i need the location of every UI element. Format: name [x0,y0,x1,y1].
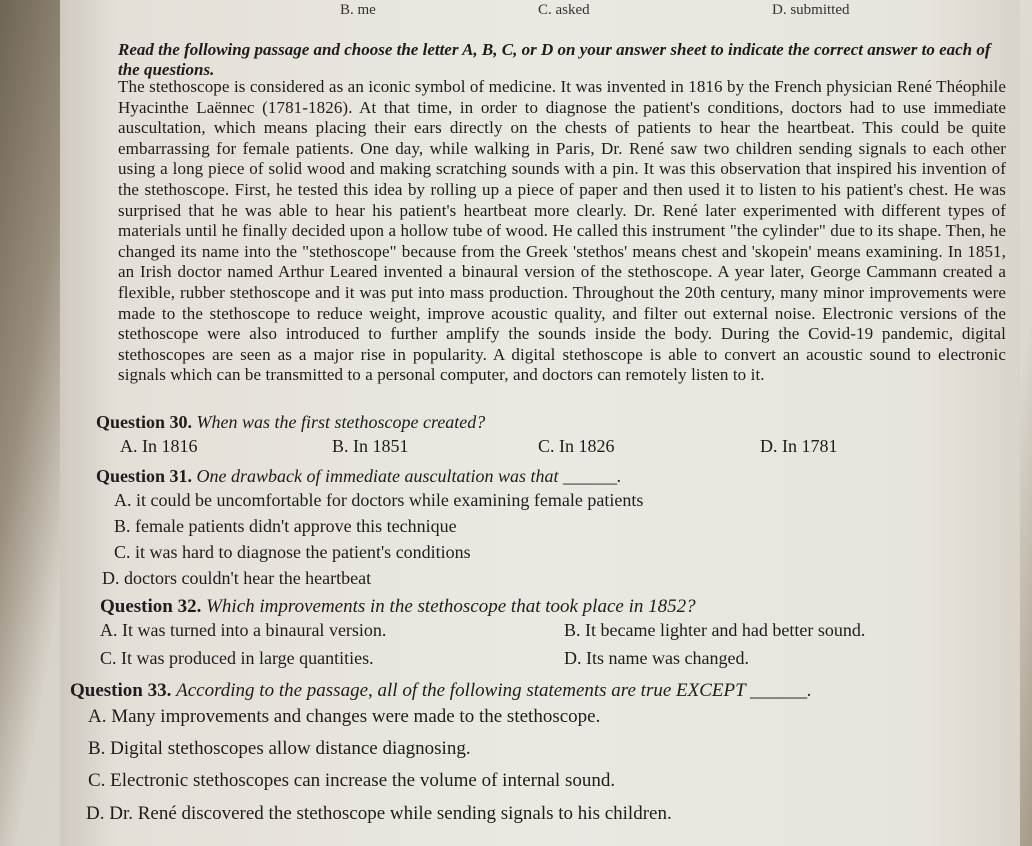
question-30-number: Question 30. [96,412,193,432]
q32-option-d[interactable]: D. Its name was changed. [564,648,749,668]
reading-passage: The stethoscope is considered as an iconic symbol of medicine. It was invented in 1816 by the French physician René Théophile Hyacinthe Laënnec (1781-1826). At that time, in order to diagnose the patient's conditions, doctors had to use immediate auscultation, which means placing their ears directly on the chests of patients to hear the heartbeat. This could be quite embarrassing for female patients. One day, while walking in Paris, Dr. René saw two children sending signals to each other using a long piece of solid wood and making scratching sounds with a pin. It was this observation that inspired his invention of the stethoscope. First, he tested this idea by rolling up a piece of paper and then used it to listen to his patient's chest. He was surprised that he was able to hear his patient's heartbeat more clearly. Dr. René later experimented with different types of materials until he finally decided upon a hollow tube of wood. He called this instrument "the cylinder" due to its shape. Then, he changed its name into the "stethoscope" because from the Greek 'stethos' means chest and 'skopein' means examining. In 1851, an Irish doctor named Arthur Leared invented a binaural version of the stethoscope. A year later, George Cammann created a flexible, rubber stethoscope and it was put into mass production. Throughout the 20th century, many minor improvements were made to the stethoscope to reduce weight, improve acoustic quality, and filter out external noise. Electronic versions of the stethoscope were also introduced to further amplify the sounds inside the body. During the Covid-19 pandemic, digital stethoscopes are seen as a major rise in popularity. A digital stethoscope is able to convert an acoustic sound to electronic signals which can be transmitted to a personal computer, and doctors can remotely listen to it. [118,77,1006,385]
q31-option-a[interactable]: A. it could be uncomfortable for doctors while examining female patients [114,490,644,510]
prev-option-d: D. submitted [772,2,850,18]
q33-option-d[interactable]: D. Dr. René discovered the stethoscope while sending signals to his children. [86,803,672,824]
prev-option-c: C. asked [538,2,590,18]
q30-option-d[interactable]: D. In 1781 [760,436,838,456]
q31-option-d[interactable]: D. doctors couldn't hear the heartbeat [102,568,372,588]
q33-option-a[interactable]: A. Many improvements and changes were made to the stethoscope. [88,706,601,727]
prev-option-b: B. me [340,2,376,18]
question-31 [96,466,621,487]
question-31-number: Question 31. [96,466,193,486]
q32-option-c[interactable]: C. It was produced in large quantities. [100,648,374,668]
question-30-stem: When was the first stethoscope created? [196,412,486,432]
q30-option-c[interactable]: C. In 1826 [538,436,615,456]
question-31-stem: One drawback of immediate auscultation was that ______. [196,466,622,486]
question-30 [96,412,485,433]
q30-option-b[interactable]: B. In 1851 [332,436,409,456]
q33-option-b[interactable]: B. Digital stethoscopes allow distance diagnosing. [88,738,471,759]
question-32 [100,596,696,618]
q32-option-a[interactable]: A. It was turned into a binaural version. [100,620,387,640]
q31-option-b[interactable]: B. female patients didn't approve this technique [114,516,457,536]
q32-option-b[interactable]: B. It became lighter and had better sound. [564,620,866,640]
instructions: Read the following passage and choose the letter A, B, C, or D on your answer sheet to indicate the correct answer to each of the questions. [118,40,991,79]
question-33-number: Question 33. [70,680,172,701]
question-33-stem: According to the passage, all of the following statements are true EXCEPT ______. [176,680,812,701]
question-32-stem: Which improvements in the stethoscope that took place in 1852? [206,596,696,617]
question-32-number: Question 32. [100,596,202,617]
worksheet-page [60,0,1020,846]
q31-option-c[interactable]: C. it was hard to diagnose the patient's conditions [114,542,471,562]
q33-option-c[interactable]: C. Electronic stethoscopes can increase the volume of internal sound. [88,770,616,791]
q30-option-a[interactable]: A. In 1816 [120,436,198,456]
question-33 [70,680,812,702]
